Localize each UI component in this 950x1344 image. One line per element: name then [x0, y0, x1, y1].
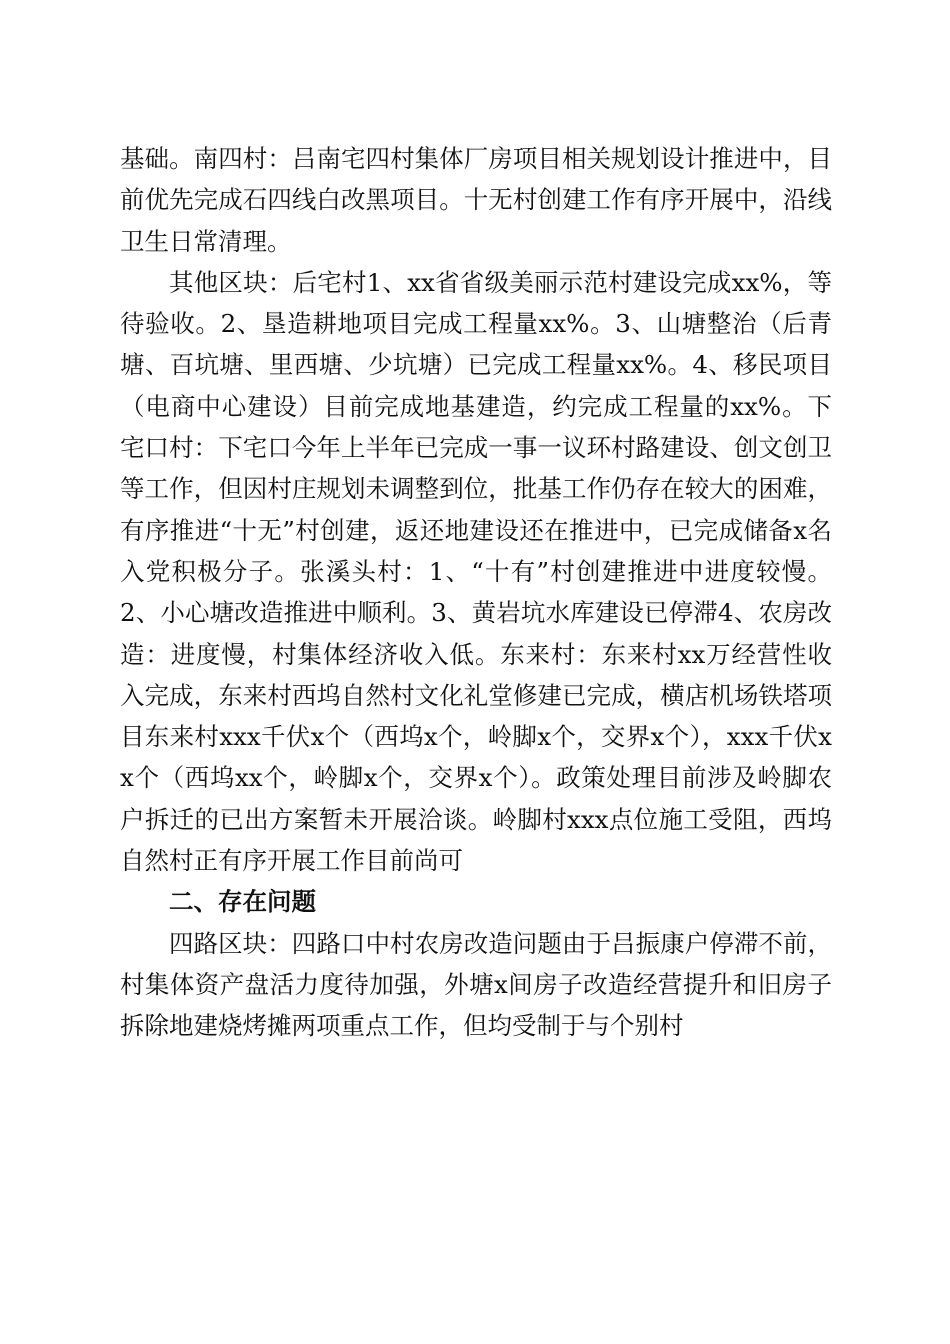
- paragraph-silu-block: 四路区块：四路口中村农房改造问题由于吕振康户停滞不前，村集体资产盘活力度待加强，外塘x间房子改造经营提升和旧房子拆除地建烧烤摊两项重点工作，但均受制于与个别村: [120, 928, 832, 1041]
- document-page: [120, 138, 832, 1047]
- paragraph-south-four-village: 基础。南四村：吕南宅四村集体厂房项目相关规划设计推进中，目前优先完成石四线白改黑项目。十无村创建工作有序开展中，沿线卫生日常清理。: [120, 144, 832, 256]
- paragraph-other-blocks: 其他区块：后宅村1、xx省省级美丽示范村建设完成xx%，等待验收。2、垦造耕地项目完成工程量xx%。3、山塘整治（后青塘、百坑塘、里西塘、少坑塘）已完成工程量xx%。4、移民项目（电商中心建设）目前完成地基建造，约完成工程量的xx%。下宅口村：下宅口今年上半年已完成一事一议环村路建设、创文创卫等工作，但因村庄规划未调整到位，批基工作仍存在较大的困难，有序推进“十无”村创建，返还地建设还在推进中，已完成储备x名入党积极分子。张溪头村：1、“十有”村创建推进中进度较慢。2、小心塘改造推进中顺利。3、黄岩坑水库建设已停滞4、农房改造：进度慢，村集体经济收入低。东来村：东来村xx万经营性收入完成，东来村西坞自然村文化礼堂修建已完成，横店机场铁塔项目东来村xxx千伏x个（西坞x个，岭脚x个，交界x个），xxx千伏xx个（西坞xx个，岭脚x个，交界x个）。政策处理目前涉及岭脚农户拆迁的已出方案暂未开展洽谈。岭脚村xxx点位施工受阻，西坞自然村正有序开展工作目前尚可: [120, 267, 832, 876]
- section-heading-existing-problems: 二、存在问题: [169, 887, 316, 917]
